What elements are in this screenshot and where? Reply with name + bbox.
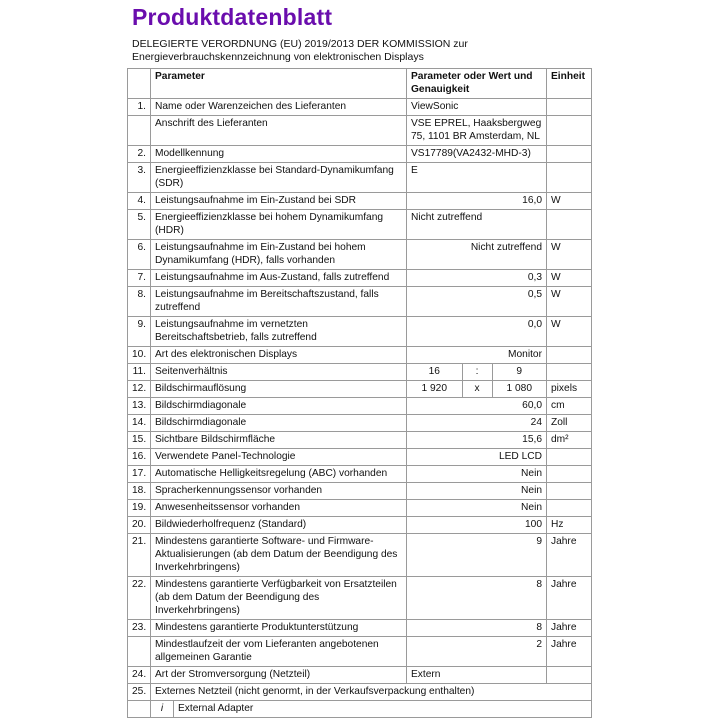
row-number	[128, 637, 151, 667]
value-part: 1 920	[421, 383, 447, 394]
row-value: 8	[407, 620, 547, 637]
header-unit: Einheit	[547, 69, 592, 99]
sub-row	[151, 701, 592, 718]
row-unit: Jahre	[547, 620, 592, 637]
row-number: 21.	[128, 534, 151, 577]
row-value: 16,0	[407, 193, 547, 210]
row-unit: W	[547, 287, 592, 317]
row-value: 15,6	[407, 432, 547, 449]
row-number: 20.	[128, 517, 151, 534]
row-parameter: Leistungsaufnahme im Ein-Zustand bei SDR	[151, 193, 407, 210]
table-row	[128, 287, 592, 317]
row-number: 14.	[128, 415, 151, 432]
table-row	[128, 193, 592, 210]
row-unit: Jahre	[547, 577, 592, 620]
table-row	[128, 381, 592, 398]
row-value: LED LCD	[407, 449, 547, 466]
row-parameter: Mindestens garantierte Verfügbarkeit von Ersatzteilen (ab dem Datum der Beendigung des Inverkehrbringens)	[151, 577, 407, 620]
page-title: Produktdatenblatt	[132, 4, 333, 30]
row-number: 17.	[128, 466, 151, 483]
row-unit	[547, 116, 592, 146]
row-unit: W	[547, 193, 592, 210]
row-unit	[547, 483, 592, 500]
row-parameter: Spracherkennungssensor vorhanden	[151, 483, 407, 500]
header-value: Parameter oder Wert und Genauigkeit	[407, 69, 547, 99]
row-number: 13.	[128, 398, 151, 415]
row-number: 9.	[128, 317, 151, 347]
table-row	[128, 667, 592, 684]
row-parameter: Leistungsaufnahme im Ein-Zustand bei hohem Dynamikumfang (HDR), falls vorhanden	[151, 240, 407, 270]
row-number: 18.	[128, 483, 151, 500]
row-parameter: Mindestlaufzeit der vom Lieferanten angebotenen allgemeinen Garantie	[151, 637, 407, 667]
table-row	[128, 347, 592, 364]
row-parameter: Bildschirmdiagonale	[151, 415, 407, 432]
sub-row-text: External Adapter	[178, 703, 254, 714]
row-number: 19.	[128, 500, 151, 517]
row-parameter: Automatische Helligkeitsregelung (ABC) vorhanden	[151, 466, 407, 483]
table-row	[128, 240, 592, 270]
row-parameter: Bildschirmdiagonale	[151, 398, 407, 415]
row-value: 24	[407, 415, 547, 432]
row-value: Nein	[407, 466, 547, 483]
row-value: 9	[407, 534, 547, 577]
row-number: 7.	[128, 270, 151, 287]
table-row	[128, 500, 592, 517]
row-number: 16.	[128, 449, 151, 466]
table-row	[128, 432, 592, 449]
table-row	[128, 210, 592, 240]
row-value: ViewSonic	[407, 99, 547, 116]
row-unit: Jahre	[547, 637, 592, 667]
subtitle-line-2: Energieverbrauchskennzeichnung von elektronischen Displays	[132, 51, 424, 63]
header-row	[128, 69, 592, 99]
row-unit: W	[547, 317, 592, 347]
sub-row-content	[151, 701, 591, 717]
header-num	[128, 69, 151, 99]
table-row	[128, 99, 592, 116]
row-number: 1.	[128, 99, 151, 116]
row-unit: pixels	[547, 381, 592, 398]
row-value-split	[407, 364, 547, 381]
sub-row-index: i	[151, 701, 174, 717]
table-row	[128, 317, 592, 347]
table-row	[128, 620, 592, 637]
row-parameter: Anschrift des Lieferanten	[151, 116, 407, 146]
row-parameter: Leistungsaufnahme im Bereitschaftszustand, falls zutreffend	[151, 287, 407, 317]
row-parameter: Art des elektronischen Displays	[151, 347, 407, 364]
row-value: E	[407, 163, 547, 193]
value-part: 1 080	[492, 381, 547, 397]
row-number: 15.	[128, 432, 151, 449]
row-unit: Hz	[547, 517, 592, 534]
table-row	[128, 163, 592, 193]
row-number	[128, 116, 151, 146]
row-unit	[547, 500, 592, 517]
row-parameter: Bildwiederholfrequenz (Standard)	[151, 517, 407, 534]
row-value-split	[407, 381, 547, 398]
table-row	[128, 466, 592, 483]
row-parameter: Energieeffizienzklasse bei hohem Dynamikumfang (HDR)	[151, 210, 407, 240]
row-unit: Jahre	[547, 534, 592, 577]
table-row	[128, 449, 592, 466]
row-number: 11.	[128, 364, 151, 381]
row-value: 8	[407, 577, 547, 620]
row-parameter: Mindestens garantierte Software- und Firmware-Aktualisierungen (ab dem Datum der Beendigung des Inverkehrbringens)	[151, 534, 407, 577]
header-parameter: Parameter	[151, 69, 407, 99]
row-parameter: Bildschirmauflösung	[151, 381, 407, 398]
row-unit	[547, 364, 592, 381]
row-value: 0,0	[407, 317, 547, 347]
row-unit: W	[547, 240, 592, 270]
row-unit	[547, 146, 592, 163]
regulation-subtitle	[132, 38, 602, 64]
row-value: 0,3	[407, 270, 547, 287]
table-row	[128, 415, 592, 432]
product-data-table	[127, 68, 592, 718]
row-number: 23.	[128, 620, 151, 637]
table-row	[128, 116, 592, 146]
row-value: Nein	[407, 483, 547, 500]
row-parameter: Verwendete Panel-Technologie	[151, 449, 407, 466]
table-row	[128, 364, 592, 381]
value-pair	[407, 381, 546, 397]
row-number: 22.	[128, 577, 151, 620]
row-value: VSE EPREL, Haaksbergweg 75, 1101 BR Amsterdam, NL	[407, 116, 547, 146]
row-unit: Zoll	[547, 415, 592, 432]
table-row	[128, 398, 592, 415]
row-unit	[547, 347, 592, 364]
row-unit: dm²	[547, 432, 592, 449]
table-row	[128, 534, 592, 577]
row-number: 4.	[128, 193, 151, 210]
row-value: 0,5	[407, 287, 547, 317]
row-parameter: Leistungsaufnahme im vernetzten Bereitschaftsbetrieb, falls zutreffend	[151, 317, 407, 347]
row-parameter: Mindestens garantierte Produktunterstützung	[151, 620, 407, 637]
row-number: 12.	[128, 381, 151, 398]
row-unit	[547, 466, 592, 483]
table-row	[128, 146, 592, 163]
row-value: VS17789(VA2432-MHD-3)	[407, 146, 547, 163]
row-number: 3.	[128, 163, 151, 193]
value-part: 16	[428, 366, 440, 377]
row-value: Nicht zutreffend	[407, 240, 547, 270]
table-row	[128, 637, 592, 667]
value-part: 9	[492, 364, 547, 380]
table-row	[128, 517, 592, 534]
table-row	[128, 701, 592, 718]
value-separator: :	[462, 364, 492, 380]
row-number: 10.	[128, 347, 151, 364]
row-number: 6.	[128, 240, 151, 270]
row-value: Nein	[407, 500, 547, 517]
row-number	[128, 701, 151, 718]
row-parameter: Anwesenheitssensor vorhanden	[151, 500, 407, 517]
value-pair	[407, 364, 546, 380]
table-row	[128, 270, 592, 287]
row-number: 24.	[128, 667, 151, 684]
row-value: Nicht zutreffend	[407, 210, 547, 240]
row-parameter: Sichtbare Bildschirmfläche	[151, 432, 407, 449]
row-parameter: Seitenverhältnis	[151, 364, 407, 381]
subtitle-line-1: DELEGIERTE VERORDNUNG (EU) 2019/2013 DER KOMMISSION zur	[132, 38, 468, 50]
row-unit: W	[547, 270, 592, 287]
row-value: 100	[407, 517, 547, 534]
row-parameter: Energieeffizienzklasse bei Standard-Dynamikumfang (SDR)	[151, 163, 407, 193]
table-row	[128, 483, 592, 500]
row-parameter: Externes Netzteil (nicht genormt, in der Verkaufsverpackung enthalten)	[151, 684, 592, 701]
row-parameter: Name oder Warenzeichen des Lieferanten	[151, 99, 407, 116]
row-unit	[547, 449, 592, 466]
row-number: 5.	[128, 210, 151, 240]
value-separator: x	[462, 381, 492, 397]
table-row	[128, 577, 592, 620]
row-parameter: Modellkennung	[151, 146, 407, 163]
row-unit: cm	[547, 398, 592, 415]
row-value: Monitor	[407, 347, 547, 364]
row-unit	[547, 210, 592, 240]
row-value: 2	[407, 637, 547, 667]
row-number: 2.	[128, 146, 151, 163]
row-parameter: Leistungsaufnahme im Aus-Zustand, falls zutreffend	[151, 270, 407, 287]
row-unit	[547, 163, 592, 193]
row-unit	[547, 667, 592, 684]
table-row	[128, 684, 592, 701]
row-number: 8.	[128, 287, 151, 317]
row-unit	[547, 99, 592, 116]
row-value: Extern	[407, 667, 547, 684]
row-value: 60,0	[407, 398, 547, 415]
row-parameter: Art der Stromversorgung (Netzteil)	[151, 667, 407, 684]
row-number: 25.	[128, 684, 151, 701]
